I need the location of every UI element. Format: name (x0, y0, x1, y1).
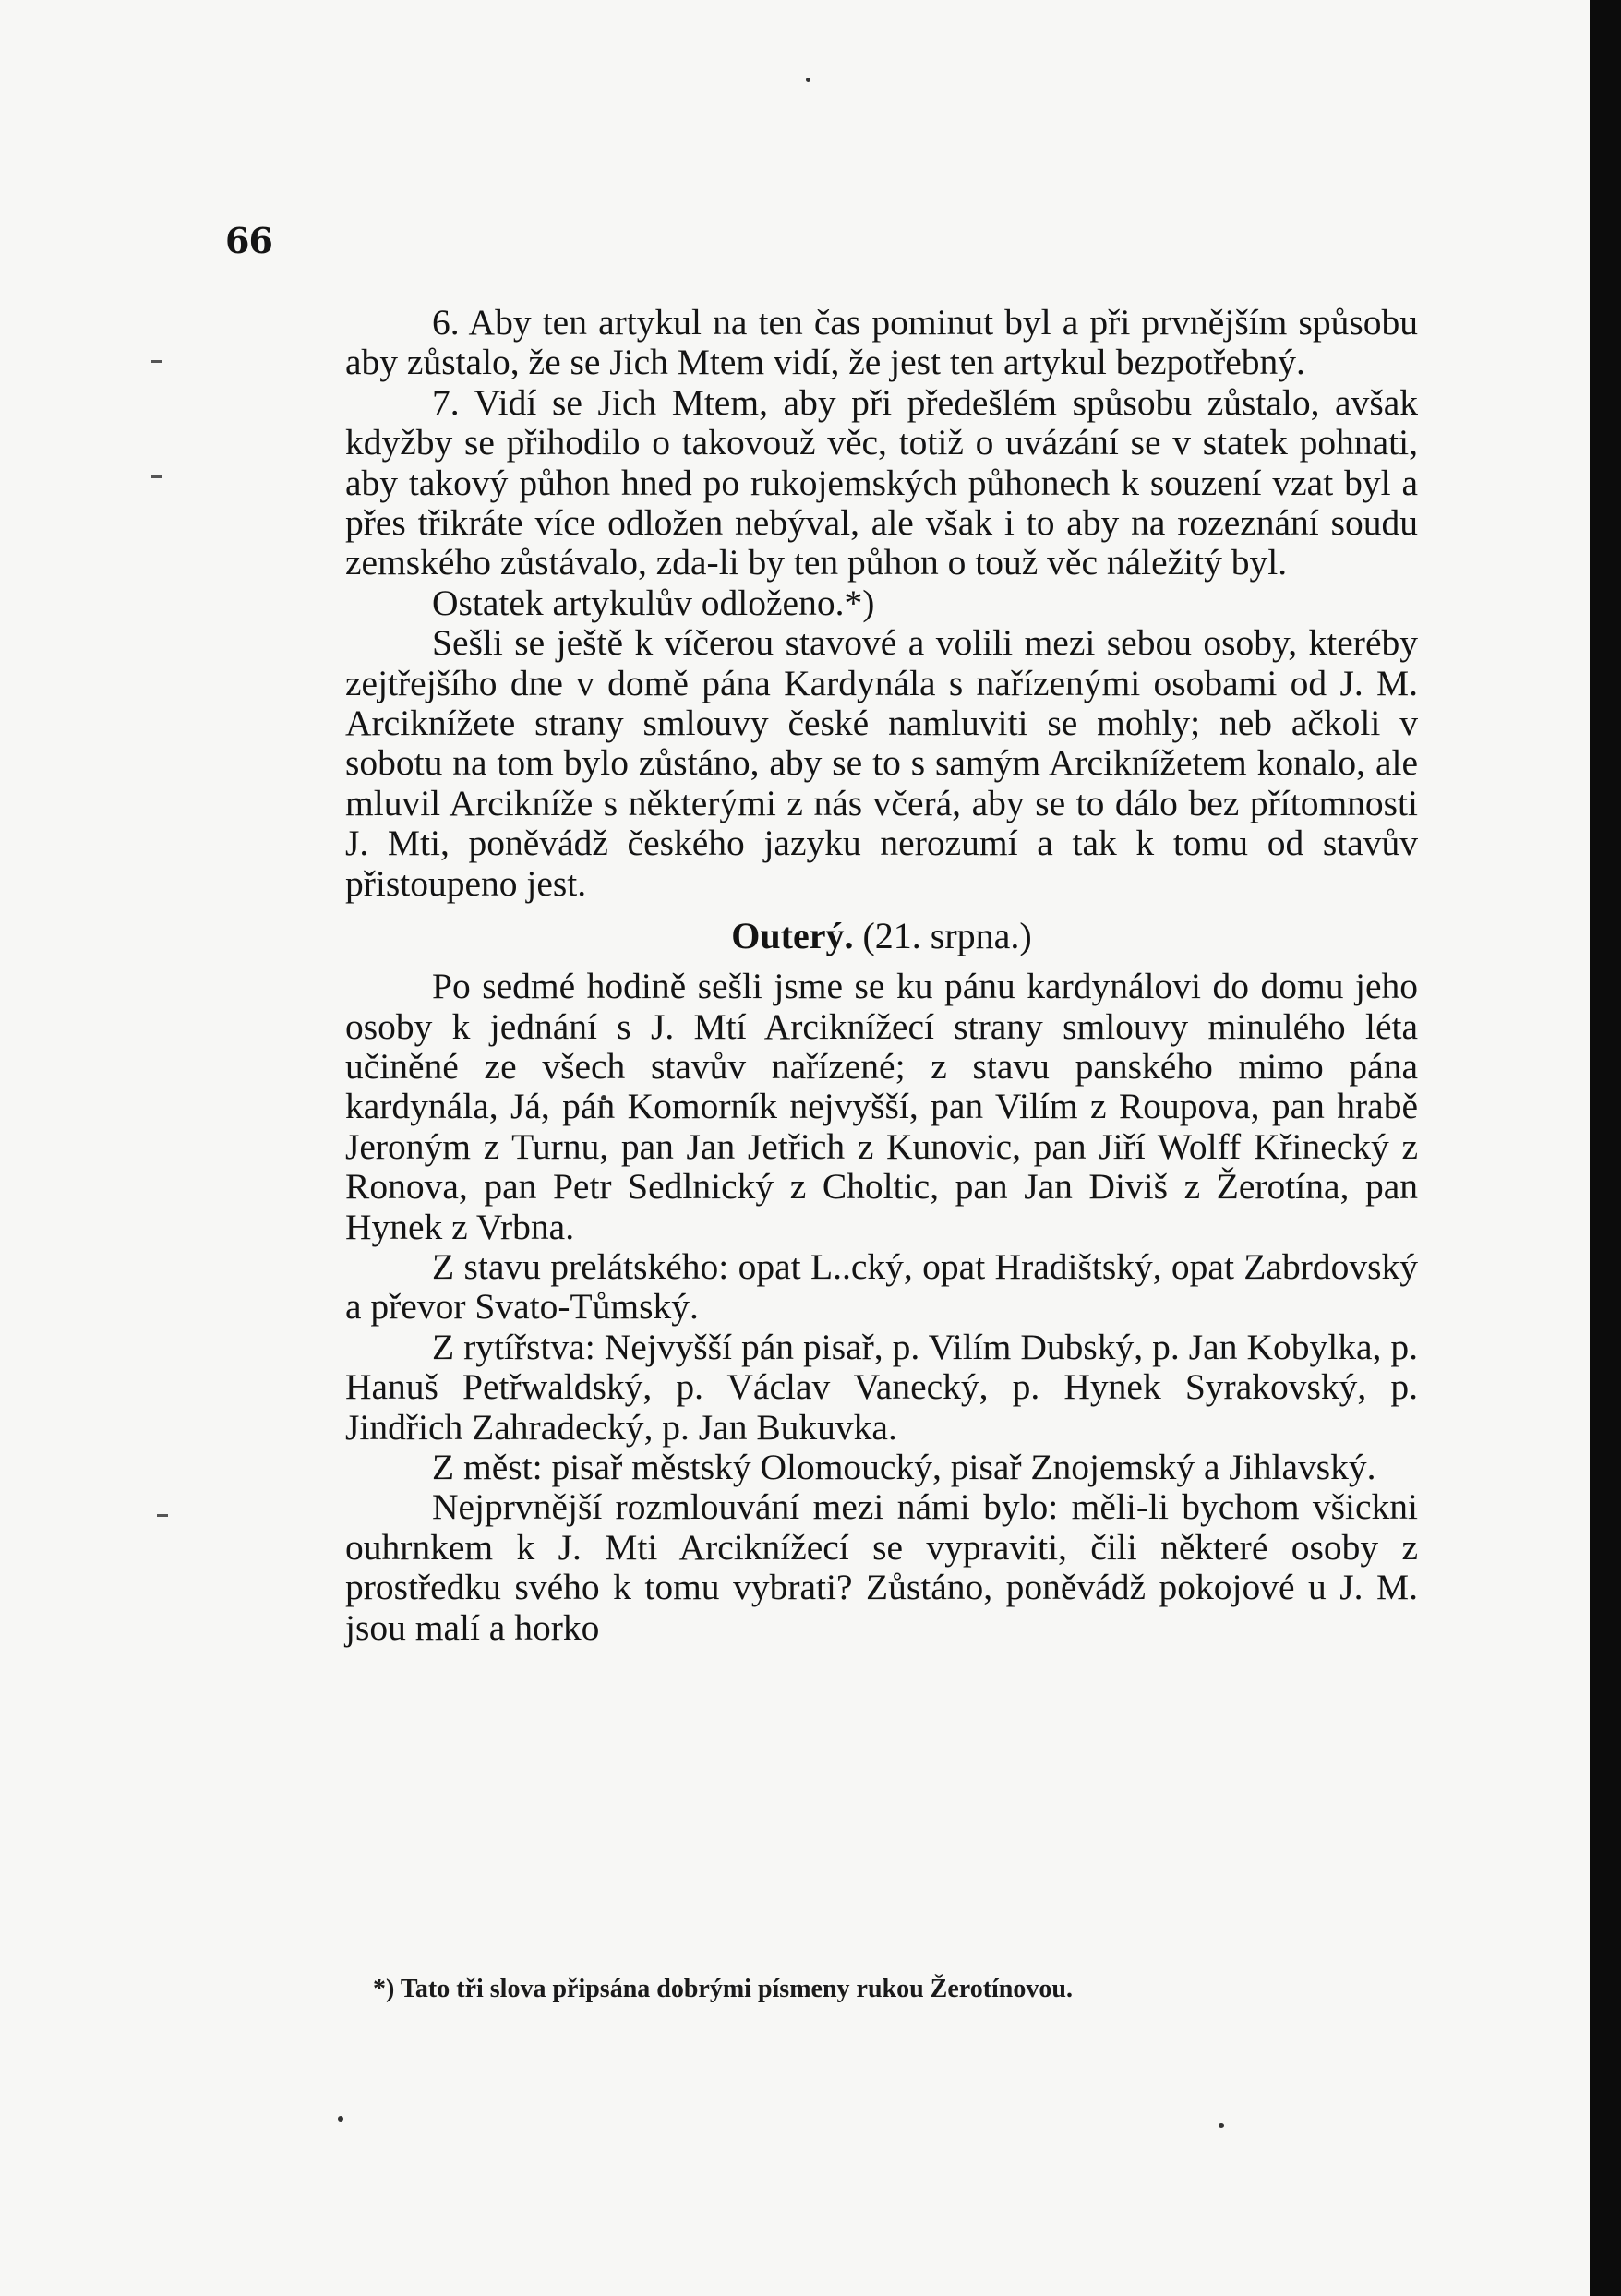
margin-mark (151, 360, 162, 363)
body-text (345, 303, 1418, 1648)
section-heading (345, 915, 1418, 957)
margin-mark (151, 475, 162, 478)
scan-speck (1219, 2123, 1224, 2128)
paragraph-evening-meeting: Sešli se ještě k víčerou stavové a volili mezi sebou osoby, kteréby zejtřejšího dne v domě pána Kardynála s nařízenými osobami od J. M. Arciknížete strany smlouvy české namluviti se mohly; neb ačkoli v sobotu na tom bylo zůstáno, aby se to s samým Arciknížetem konalo, ale mluvil Arcikníže s některými z nás včerá, aby se to dálo bez přítomnosti J. Mti, poněvádž českého jazyku nerozumí a tak k tomu od stavův přistoupeno jest. (345, 622, 1418, 904)
margin-mark (157, 1514, 168, 1517)
footnote: *) Tato tři slova připsána dobrými písmeny rukou Žerotínovou. (373, 1975, 1073, 2003)
paragraph-article-7: 7. Vidí se Jich Mtem, aby při předešlém spůsobu zůstalo, avšak kdyžby se přihodilo o takovouž věc, totiž o uvázání se v statek pohnati, aby takový půhon hned po rukojemských půhonech k souzení vzat byl a přes třikráte více odložen nebýval, ale však i to aby na rozeznání soudu zemského zůstávalo, zda-li by ten půhon o touž věc náležitý byl. (345, 381, 1418, 583)
paragraph-remaining-articles: Ostatek artykulův odloženo.*) (432, 582, 875, 623)
heading-date: (21. srpna.) (862, 915, 1032, 957)
paragraph-knights: Z rytířstva: Nejvyšší pán pisař, p. Vilím Dubský, p. Jan Kobylka, p. Hanuš Petřwaldský, p. Václav Vanecký, p. Hynek Syrakovský, p. Jindřich Zahradecký, p. Jan Bukuvka. (345, 1326, 1418, 1448)
paragraph-article-6: 6. Aby ten artykul na ten čas pominut byl a při prvnějším spůsobu aby zůstalo, že se Jich Mtem vidí, že jest ten artykul bezpotřebný. (345, 302, 1418, 383)
scan-border (1590, 0, 1621, 2296)
scan-speck (338, 2116, 343, 2122)
scan-speck (806, 78, 810, 82)
paragraph-first-discussion: Nejprvnější rozmlouvání mezi námi bylo: měli-li bychom všickni ouhrnkem k J. Mti Arciknížecí se vypraviti, čili některé osoby z prostředku svého k tomu vybrati? Zůstáno, poněvádž pokojové u J. M. jsou malí a horko (345, 1486, 1418, 1648)
paragraph-seventh-hour: Po sedmé hodině sešli jsme se ku pánu kardynálovi do domu jeho osoby k jednání s J. Mtí Arciknížecí strany smlouvy minulého léta učiněné ze všech stavův nařízené; z stavu panského mimo pána kardynála, Já, pán Komorník nejvyšší, pan Vilím z Roupova, pan hrabě Jeroným z Turnu, pan Jan Jetřich z Kunovic, pan Jiří Wolff Křinecký z Ronova, pan Petr Sedlnický z Choltic, pan Jan Diviš z Žerotína, pan Hynek z Vrbna. (345, 966, 1418, 1247)
paragraph-towns: Z měst: pisař městský Olomoucký, pisař Znojemský a Jihlavský. (432, 1446, 1376, 1487)
heading-day: Outerý. (731, 915, 854, 957)
paragraph-prelates: Z stavu prelátského: opat L..cký, opat Hradištský, opat Zabrdovský a převor Svato-Tůmský. (345, 1245, 1418, 1328)
page-number: 66 (225, 220, 272, 261)
